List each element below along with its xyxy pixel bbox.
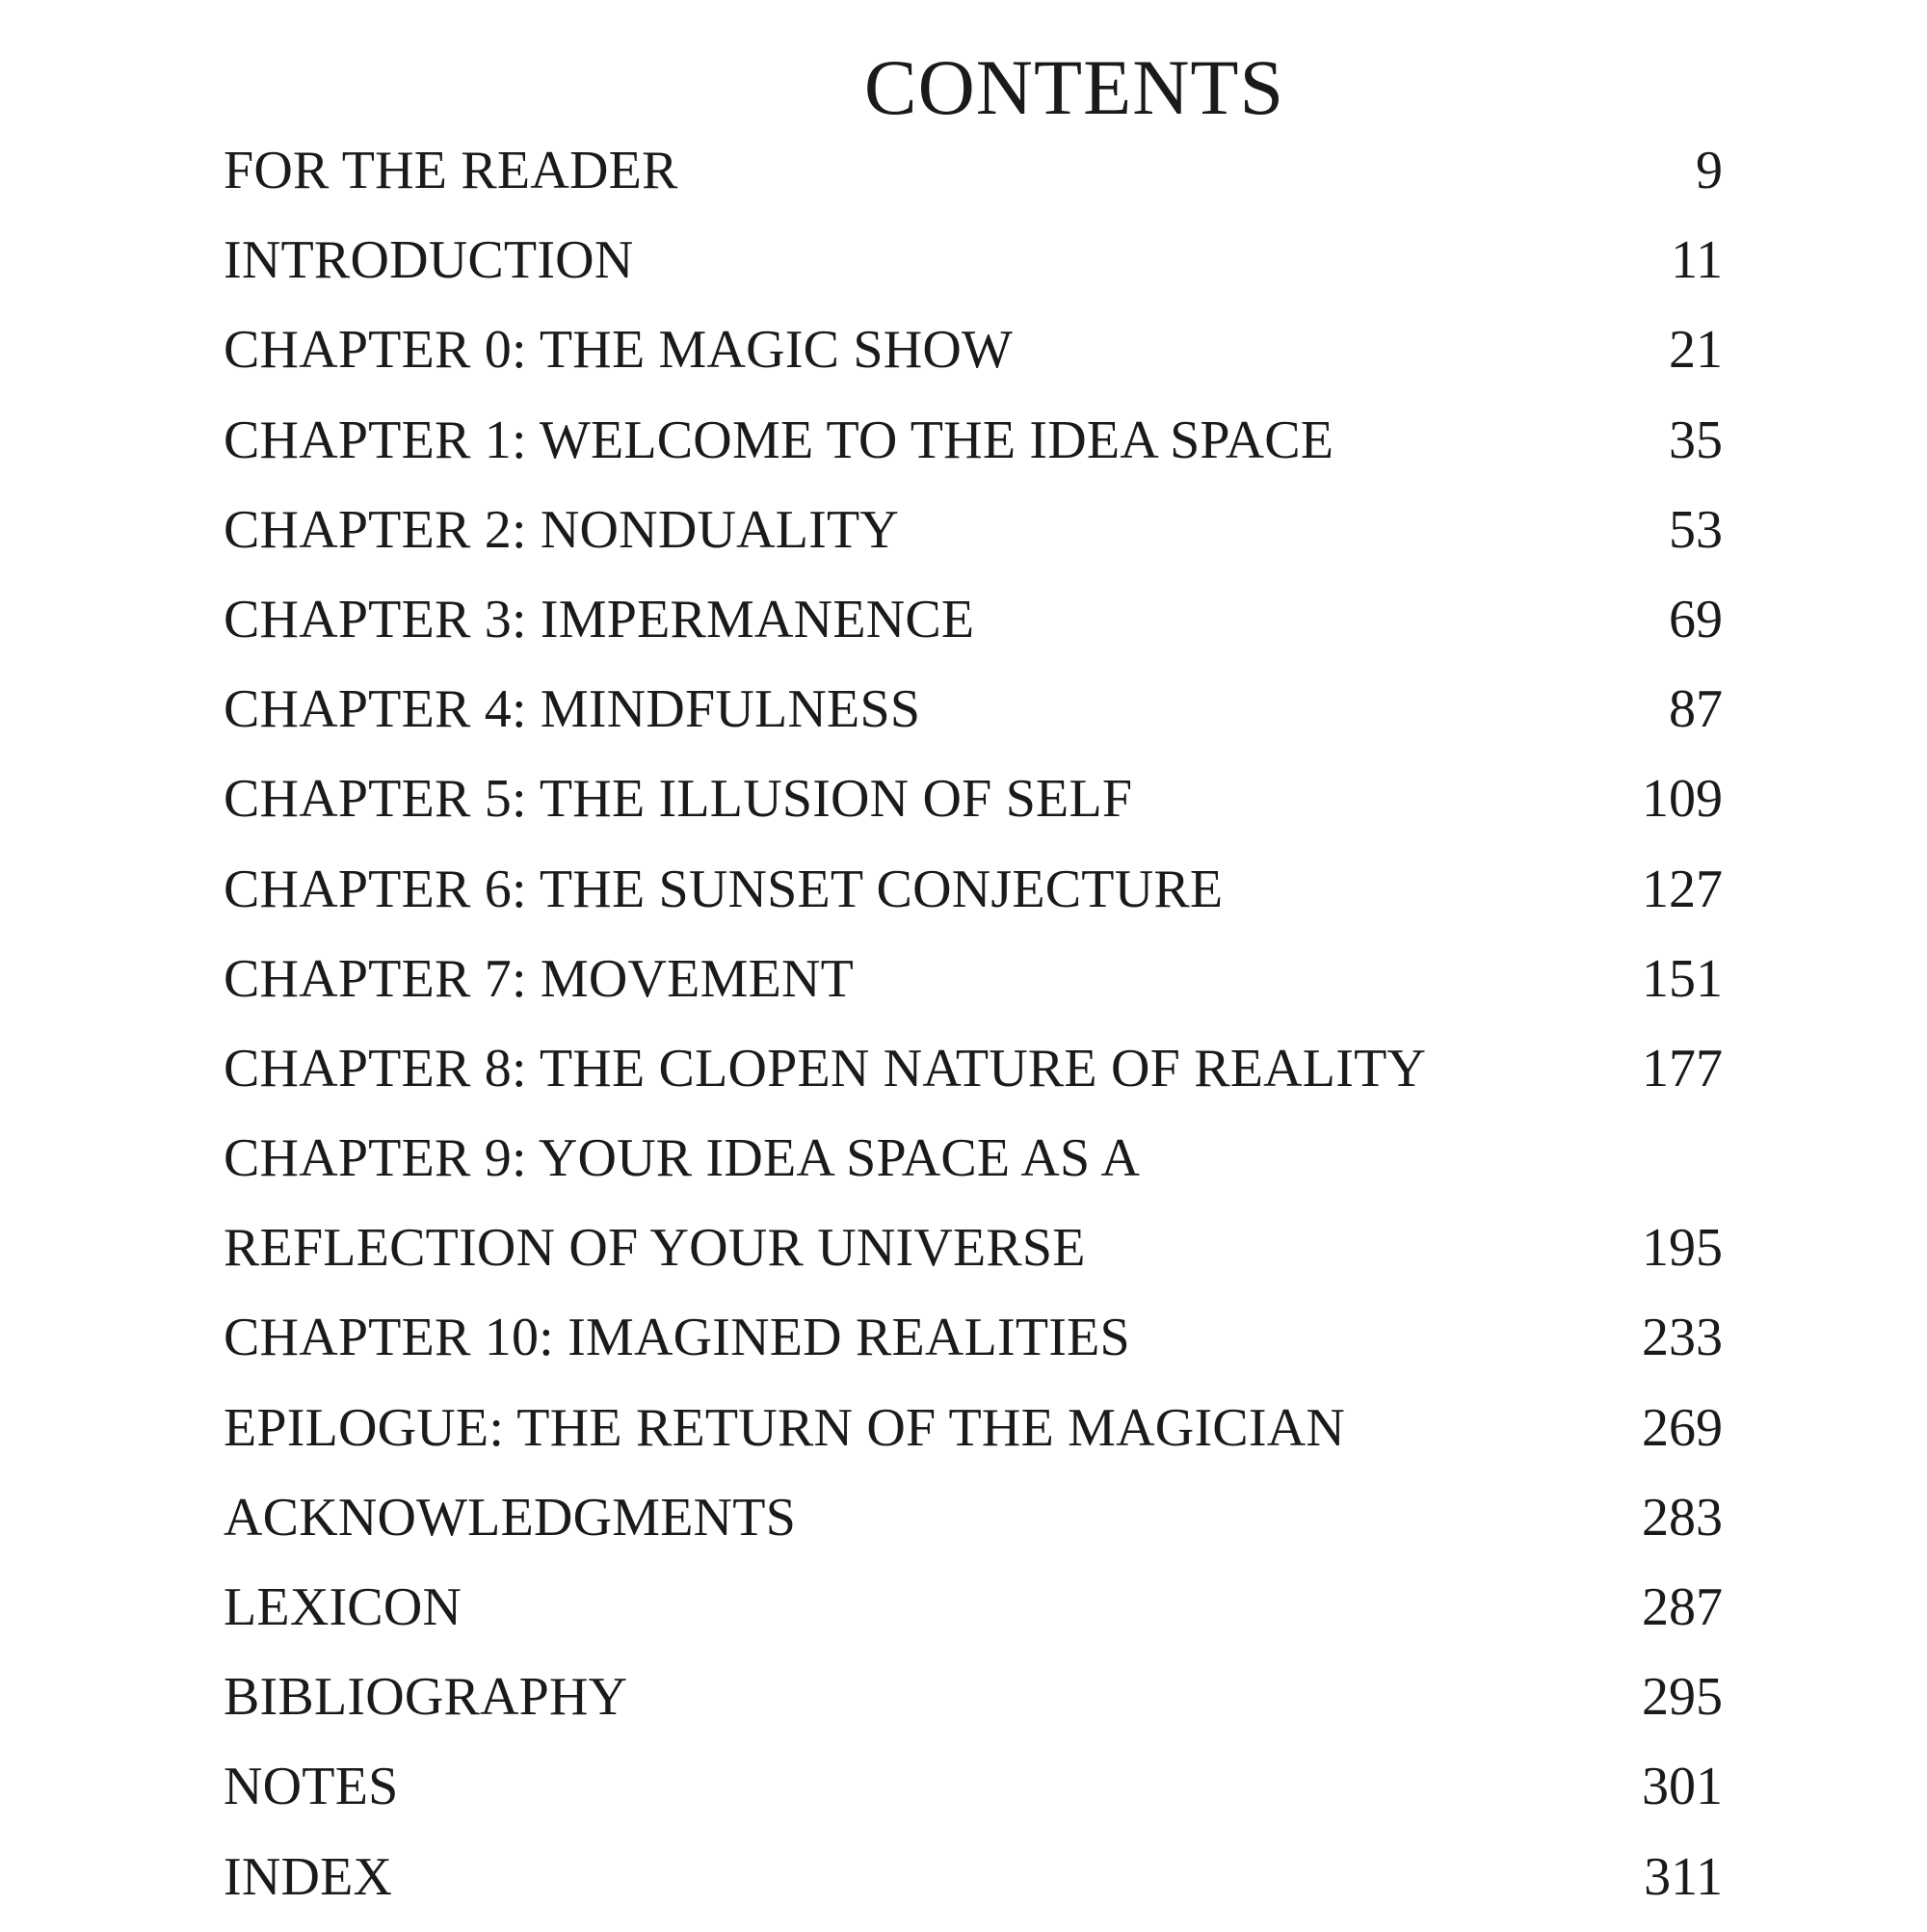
toc-entry-page-number: 283 — [1642, 1487, 1723, 1548]
toc-entry-page-number: 177 — [1642, 1038, 1723, 1098]
toc-entry-page-number: 295 — [1642, 1667, 1723, 1728]
toc-entry — [224, 1662, 1723, 1752]
toc-entry-title: INDEX — [224, 1846, 393, 1907]
toc-entry-page-number: 21 — [1669, 320, 1723, 381]
toc-entry — [224, 406, 1723, 495]
toc-entry-title: NOTES — [224, 1757, 399, 1817]
toc-entry-page-number: 109 — [1642, 769, 1723, 830]
toc-entry — [224, 855, 1723, 944]
toc-entry — [224, 315, 1723, 405]
toc-entry-title: CHAPTER 4: MINDFULNESS — [224, 679, 921, 740]
toc-entry-title: CHAPTER 1: WELCOME TO THE IDEA SPACE — [224, 410, 1334, 470]
page-title: CONTENTS — [863, 43, 1285, 131]
toc-entry-page-number: 127 — [1642, 859, 1723, 919]
toc-entry-title: CHAPTER 9: YOUR IDEA SPACE AS A — [224, 1128, 1141, 1189]
toc-entry — [224, 495, 1723, 585]
toc-entry-page-number: 11 — [1671, 230, 1723, 291]
toc-entry-title: EPILOGUE: THE RETURN OF THE MAGICIAN — [224, 1397, 1345, 1458]
toc-entry-page-number: 311 — [1644, 1846, 1723, 1907]
toc-entry-page-number: 269 — [1642, 1397, 1723, 1458]
toc-entry-page-number: 301 — [1642, 1757, 1723, 1817]
toc-entry-title: CHAPTER 3: IMPERMANENCE — [224, 589, 975, 649]
toc-entry-page-number: 287 — [1642, 1577, 1723, 1637]
toc-entry-title: REFLECTION OF YOUR UNIVERSE — [224, 1218, 1086, 1279]
toc-entry — [224, 1842, 1723, 1932]
toc-entry — [224, 585, 1723, 675]
toc-entry-page-number: 151 — [1642, 948, 1723, 1009]
toc-entry — [224, 944, 1723, 1034]
toc-entry-title: INTRODUCTION — [224, 230, 634, 291]
toc-entry-title: CHAPTER 5: THE ILLUSION OF SELF — [224, 769, 1133, 830]
toc-entry-title: CHAPTER 0: THE MAGIC SHOW — [224, 320, 1014, 381]
toc-entry — [224, 1124, 1723, 1213]
toc-entry — [224, 1393, 1723, 1483]
table-of-contents — [224, 136, 1723, 1932]
toc-entry-title: CHAPTER 10: IMAGINED REALITIES — [224, 1308, 1130, 1368]
toc-entry — [224, 1483, 1723, 1573]
toc-entry-title: CHAPTER 8: THE CLOPEN NATURE OF REALITY — [224, 1038, 1427, 1098]
toc-entry-page-number: 9 — [1696, 141, 1723, 200]
toc-entry-title: CHAPTER 7: MOVEMENT — [224, 948, 855, 1009]
toc-entry-page-number: 53 — [1669, 499, 1723, 560]
toc-entry — [224, 1034, 1723, 1124]
toc-entry-page-number: 233 — [1642, 1308, 1723, 1368]
toc-entry — [224, 1573, 1723, 1662]
toc-entry — [224, 675, 1723, 764]
toc-entry-page-number: 195 — [1642, 1218, 1723, 1279]
toc-entry-title: LEXICON — [224, 1577, 462, 1637]
toc-entry — [224, 1303, 1723, 1392]
toc-entry-page-number: 69 — [1669, 589, 1723, 649]
toc-entry — [224, 136, 1723, 225]
toc-entry-page-number: 35 — [1669, 410, 1723, 470]
toc-entry-title: BIBLIOGRAPHY — [224, 1667, 628, 1728]
toc-entry — [224, 1752, 1723, 1841]
toc-entry — [224, 1213, 1723, 1303]
toc-entry-title: CHAPTER 2: NONDUALITY — [224, 499, 900, 560]
toc-entry — [224, 764, 1723, 854]
toc-entry-title: ACKNOWLEDGMENTS — [224, 1487, 797, 1548]
toc-entry-title: FOR THE READER — [224, 141, 678, 200]
toc-entry-page-number: 87 — [1669, 679, 1723, 740]
toc-entry — [224, 225, 1723, 315]
toc-entry-title: CHAPTER 6: THE SUNSET CONJECTURE — [224, 859, 1224, 919]
